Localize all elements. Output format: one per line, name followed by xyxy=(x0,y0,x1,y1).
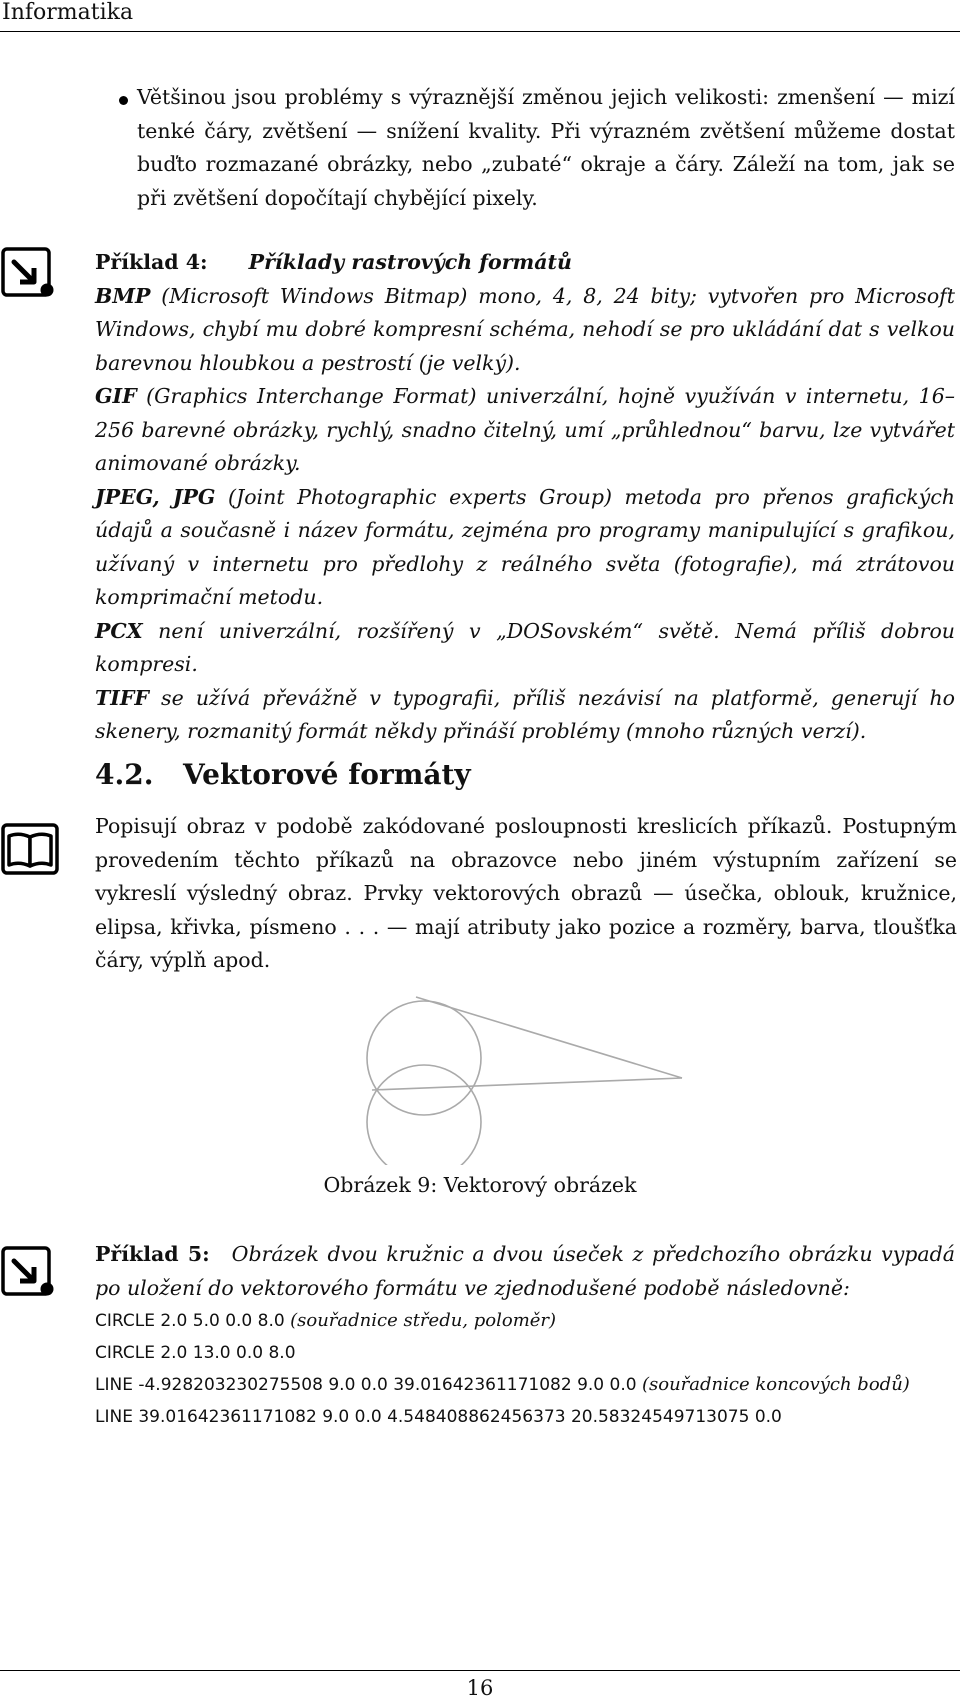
format-keyword: JPEG, JPG xyxy=(95,484,216,509)
code-line xyxy=(95,1374,910,1395)
page-header xyxy=(0,0,960,30)
figure-caption: Obrázek 9: Vektorový obrázek xyxy=(323,1173,637,1197)
figure-line-upper xyxy=(416,997,682,1078)
code-line xyxy=(95,1342,296,1363)
vector-figure xyxy=(0,995,960,1165)
bullet-paragraph: Většinou jsou problémy s výraznější změnou jejich velikosti: zmenšení — mizí tenké čáry, zvětšení — snížení kvality. Při výrazném zvětšení můžeme dostat buďto rozmazané obrázky, nebo „zubaté“ okraje a čáry. Záleží na tom, jak se při zvětšení dopočítají chybějící pixely. xyxy=(137,85,955,210)
format-item-bmp xyxy=(95,280,955,381)
book-icon xyxy=(0,822,62,878)
figure-line-lower xyxy=(372,1078,682,1090)
example-4-label: Příklad 4: xyxy=(95,250,208,274)
section-title: Vektorové formáty xyxy=(183,758,471,791)
example-5-label: Příklad 5: xyxy=(95,1242,210,1266)
code-command: LINE -4.928203230275508 9.0 0.0 39.01642361171082 9.0 0.0 xyxy=(95,1375,637,1395)
figure-circle-upper xyxy=(367,1001,481,1115)
footer-rule xyxy=(0,1670,960,1671)
example-5-text: Obrázek dvou kružnic a dvou úseček z předchozího obrázku vypadá po uložení do vektorového formátu ve zjednodušené podobě následovně: xyxy=(95,1242,955,1300)
code-comment: (souřadnice koncových bodů) xyxy=(641,1374,910,1395)
code-line xyxy=(95,1406,782,1427)
code-command: CIRCLE 2.0 13.0 0.0 8.0 xyxy=(95,1343,296,1363)
format-description: se užívá převážně v typografii, příliš nezávisí na platformě, generují ho skenery, rozmanitý formát někdy přináší problémy (mnoho různých verzí). xyxy=(95,685,955,743)
example-4-body xyxy=(95,280,955,749)
code-command: CIRCLE 2.0 5.0 0.0 8.0 xyxy=(95,1311,285,1331)
format-description: (Microsoft Windows Bitmap) mono, 4, 8, 24 bity; vytvořen pro Microsoft Windows, chybí mu dobré kompresní schéma, nehodí se pro ukládání dat s velkou barevnou hloubkou a pestrostí (je velký). xyxy=(95,283,955,375)
example-4-heading xyxy=(95,246,955,280)
format-item-jpeg xyxy=(95,481,955,615)
format-item-pcx xyxy=(95,615,955,682)
example-4 xyxy=(95,246,955,749)
section-heading xyxy=(95,758,471,791)
format-item-tiff xyxy=(95,682,955,749)
format-description: (Graphics Interchange Format) univerzální, hojně využíván v internetu, 16–256 barevné obrázky, rychlý, snadno čitelný, umí „průhlednou“ barvu, lze vytvářet animované obrázky. xyxy=(95,384,955,475)
example-5-paragraph xyxy=(95,1238,955,1305)
section-paragraph: Popisují obraz v podobě zakódované posloupnosti kreslicích příkazů. Postupným provedením těchto příkazů na obrazovce nebo jiném výstupním zařízení se vykreslí výsledný obraz. Prvky vektorových obrazů — úsečka, oblouk, kružnice, elipsa, křivka, písmeno . . . — mají atributy jako pozice a rozměry, barva, tloušťka čáry, výplň apod. xyxy=(95,814,957,972)
header-title: Informatika xyxy=(2,0,134,25)
example-5 xyxy=(95,1238,955,1305)
section-number: 4.2. xyxy=(95,758,154,791)
format-item-gif xyxy=(95,380,955,481)
header-rule xyxy=(0,31,960,32)
format-description: (Joint Photographic experts Group) metoda pro přenos grafických údajů a současně i název formátu, zejména pro programy manipulující s grafikou, užívaný v internetu pro předlohy z reálného světa (fotografie), má ztrátovou komprimační metodu. xyxy=(95,484,955,609)
example-arrow-icon xyxy=(0,1245,56,1301)
bullet-icon xyxy=(119,96,128,105)
page-number: 16 xyxy=(466,1676,494,1700)
code-line xyxy=(95,1310,556,1331)
format-description: není univerzální, rozšířený v „DOSovském“ světě. Nemá příliš dobrou kompresi. xyxy=(95,618,955,676)
code-command: LINE 39.01642361171082 9.0 0.0 4.548408862456373 20.58324549713075 0.0 xyxy=(95,1407,782,1427)
example-arrow-icon xyxy=(0,246,56,302)
format-keyword: TIFF xyxy=(95,685,149,710)
format-keyword: BMP xyxy=(95,283,151,308)
format-keyword: GIF xyxy=(95,384,137,408)
example-4-title: Příklady rastrových formátů xyxy=(248,250,572,274)
format-keyword: PCX xyxy=(95,618,143,643)
code-comment: (souřadnice středu, poloměr) xyxy=(290,1310,557,1331)
